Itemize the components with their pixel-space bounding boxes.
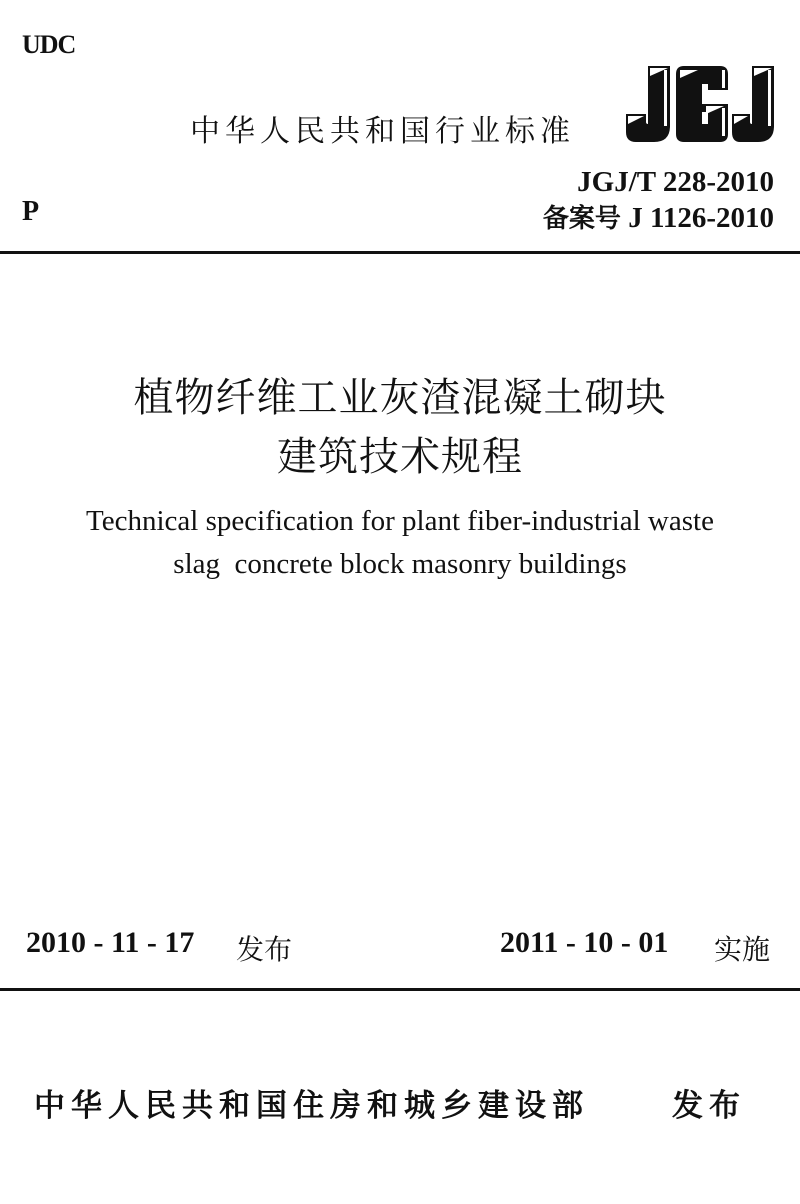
jgj-logo-icon xyxy=(622,62,778,146)
publisher-name: 中华人民共和国住房和城乡建设部 xyxy=(34,1088,589,1124)
implementation-date: 2011 - 10 - 01 xyxy=(500,926,669,959)
industry-standard-heading: 中华人民共和国行业标准 xyxy=(190,114,575,149)
bottom-divider xyxy=(0,988,800,991)
classification-code: P xyxy=(22,196,40,227)
standard-number: JGJ/T 228-2010 xyxy=(577,166,774,198)
title-chinese-line2: 建筑技术规程 xyxy=(277,434,523,480)
title-english-line2: slag concrete block masonry buildings xyxy=(173,548,627,580)
title-chinese-line1: 植物纤维工业灰渣混凝土砌块 xyxy=(133,375,667,421)
top-divider xyxy=(0,251,800,254)
record-number xyxy=(543,198,774,235)
record-number-prefix: 备案号 xyxy=(542,204,621,234)
implementation-label: 实施 xyxy=(714,933,771,966)
record-number-value: J 1126-2010 xyxy=(628,202,774,234)
publisher-label: 发布 xyxy=(672,1088,746,1124)
issue-label: 发布 xyxy=(236,933,293,966)
title-english-line1: Technical specification for plant fiber-industrial waste xyxy=(86,505,714,537)
udc-label: UDC xyxy=(22,30,76,59)
issue-date: 2010 - 11 - 17 xyxy=(26,926,195,959)
